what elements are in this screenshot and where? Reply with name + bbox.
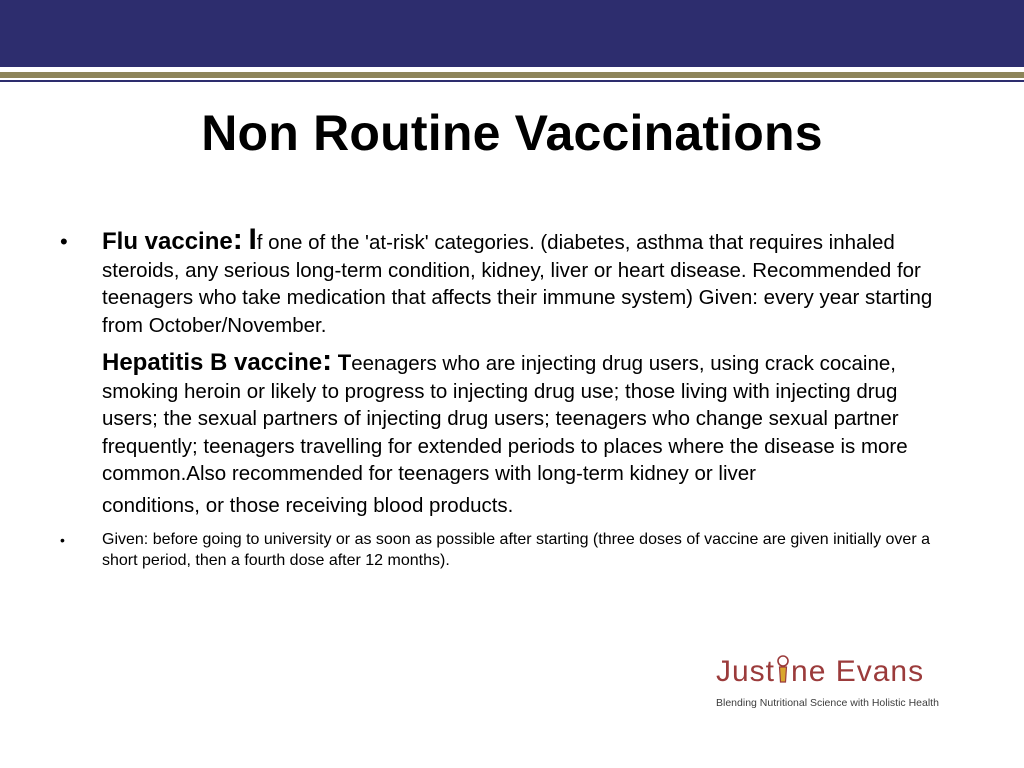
flu-label: Flu vaccine [102, 228, 233, 255]
hepb-initial: T [337, 350, 352, 375]
slide-title: Non Routine Vaccinations [201, 105, 823, 161]
bullet-flu-vaccine [60, 223, 950, 519]
header-gold-rule [0, 72, 1024, 78]
bullet-given [60, 529, 950, 571]
header-bar [0, 0, 1024, 67]
flu-paragraph [102, 223, 950, 339]
flu-colon: : [232, 223, 243, 256]
logo-tagline: Blending Nutritional Science with Holistic Health [716, 697, 939, 709]
logo-name-part1: Just [716, 655, 776, 688]
hepb-colon: : [322, 344, 333, 377]
flu-text: f one of the 'at-risk' categories. (diabetes, asthma that requires inhaled steroids, any serious long-term condition, kidney, liver or heart disease. Recommended for teenagers who take medication that affects their immune system) Given: every year starting from October/November. [102, 231, 933, 337]
bullet-dot-icon: • [60, 229, 68, 254]
hepb-text-end: conditions, or those receiving blood products. [102, 493, 514, 517]
person-i-icon [776, 655, 790, 693]
header-thin-rule [0, 80, 1024, 82]
hepb-text: eenagers who are injecting drug users, using crack cocaine, smoking heroin or likely to progress to injecting drug use; those living with injecting drug users; the sexual partners of injecting drug users; teenagers who change sexual partner frequently; teenagers travelling for extended periods to places where the disease is more common.Also recommended for teenagers with long-term kidney or liver [102, 352, 908, 485]
slide-body [60, 223, 950, 571]
logo [716, 655, 956, 709]
logo-name-part2: ne Evans [791, 655, 925, 688]
given-text: Given: before going to university or as soon as possible after starting (three doses of vaccine are given initially over a short period, then a fourth dose after 12 months). [102, 531, 930, 569]
hepb-paragraph [102, 344, 950, 519]
flu-initial: I [248, 223, 257, 256]
hepb-label: Hepatitis B vaccine [102, 349, 323, 376]
logo-name [716, 655, 956, 693]
bullet-dot-icon: • [60, 532, 65, 548]
